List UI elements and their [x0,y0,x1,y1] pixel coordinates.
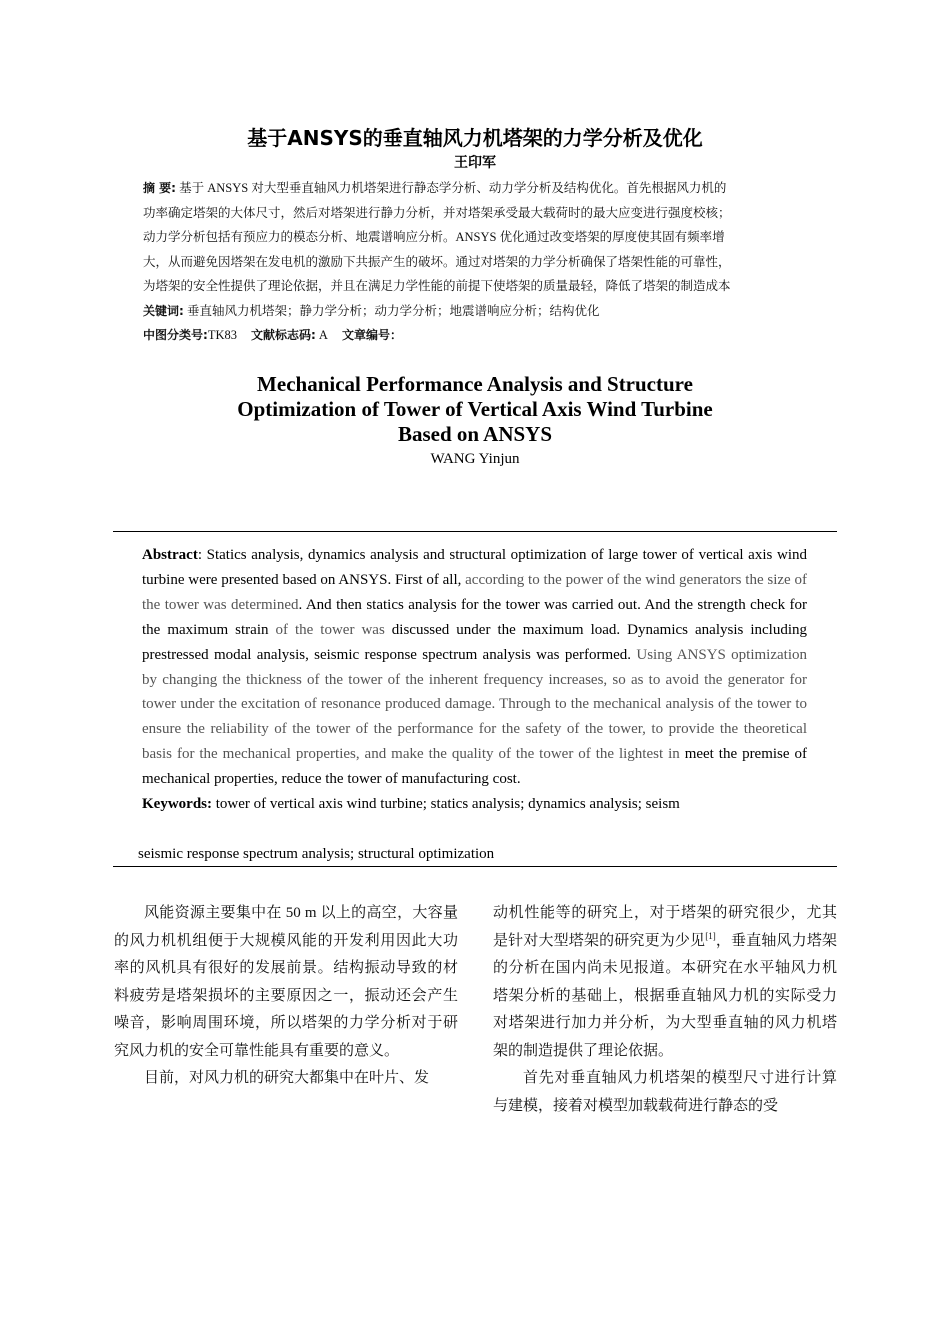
chinese-abstract-text: 基于 ANSYS 对大型垂直轴风力机塔架进行静态学分析、动力学分析及结构优化。首先根据风力机的 [179,181,727,195]
chinese-abstract-line: 为塔架的安全性提供了理论依据，并且在满足力学性能的前提下使塔架的质量最轻，降低了塔架的制造成本 [143,279,731,294]
chinese-abstract-line: 动力学分析包括有预应力的模态分析、地震谱响应分析。ANSYS 优化通过改变塔架的厚度使其固有频率增 [143,230,725,245]
english-keywords-continuation: seismic response spectrum analysis; structural optimization [138,846,495,862]
doc-code-value: A [318,327,328,342]
chinese-keywords [143,299,807,323]
doc-code-label: 文献标志码: [250,327,316,342]
body-text: 动机性能等的研究上，对于塔架的研究很少，尤其是针对大型塔架的研究更为少见 [493,905,837,949]
chinese-keywords-label: 关键词: [143,303,184,318]
body-left-column [114,900,458,1093]
body-paragraph [493,900,837,1065]
abstract-text: according to the power of the wind generators the size of the tower was determined [142,571,807,613]
body-paragraph: 目前，对风力机的研究大都集中在叶片、发 [144,1070,430,1086]
chinese-keywords-text: 垂直轴风力机塔架；静力学分析；动力学分析；地震谱响应分析；结构优化 [186,303,600,318]
abstract-text: of the tower was [275,621,392,638]
classification-line [143,323,807,347]
chinese-author: 王印军 [454,155,496,171]
abstract-top-rule [113,531,837,532]
english-keywords-label: Keywords: [142,796,212,813]
chinese-abstract-line: 功率确定塔架的大体尺寸，然后对塔架进行静力分析，并对塔架承受最大载荷时的最大应变进行强度校核； [143,205,731,220]
chinese-abstract-line [143,176,807,201]
clc-label: 中图分类号: [143,327,208,342]
body-right-column [493,900,837,1120]
chinese-abstract-line: 大，从而避免因塔架在发电机的激励下共振产生的破坏。通过对塔架的力学分析确保了塔架性能的可靠性， [143,254,731,269]
english-keywords [142,792,807,817]
english-keywords-text: tower of vertical axis wind turbine; statics analysis; dynamics analysis; seism [212,796,680,813]
chinese-abstract [143,176,807,347]
article-number-label: 文章编号： [341,327,402,342]
chinese-abstract-label: 摘 要: [143,181,176,195]
english-abstract-label: Abstract [142,547,198,563]
body-paragraph: 风能资源主要集中在 50 m 以上的高空，大容量的风力机机组便于大规模风能的开发利用因此大功率的风机具有很好的发展前景。结构振动导致的材料疲劳是塔架损坏的主要原因之一，振动还会产生噪音，影响周围环境，所以塔架的力学分析对于研究风力机的安全可靠性能具有重要的意义。 [114,905,458,1059]
english-title [150,372,800,447]
abstract-text: discussed under the maximum load. Dynamics analysis including prestressed modal analysis, seismic response spectrum analysis was performed. [142,621,807,663]
english-title-line: Optimization of Tower of Vertical Axis Wind Turbine [237,397,713,421]
abstract-text: Using ANSYS optimization by changing the thickness of the tower of the inherent frequency increases, so as to avoid the generator for tower under the excitation of resonance produced damage. Through to the mechanical analysis of the tower to ensure the reliability of the tower of the performance for the safety of the tower, to provide the theoretical basis for the mechanical properties, and make the quality of the tower of the lightest in [142,646,807,763]
english-abstract-paragraph [142,543,807,792]
english-title-line: Mechanical Performance Analysis and Structure [257,372,693,396]
english-abstract [142,543,807,817]
citation-reference: [1] [705,930,716,941]
abstract-text: : Statics analysis, dynamics analysis and structural optimization of large tower of vertical axis wind turbine were presented based on ANSYS. First of all, [142,547,807,588]
abstract-text: meet the premise of mechanical properties, reduce the tower of manufacturing cost. [142,746,807,788]
abstract-text: . And then statics analysis for the tower was carried out. And the strength check for the maximum strain [142,596,807,638]
english-title-line: Based on ANSYS [397,422,553,446]
clc-value: TK83 [207,327,237,342]
body-paragraph: 首先对垂直轴风力机塔架的模型尺寸进行计算与建模，接着对模型加载载荷进行静态的受 [493,1070,837,1114]
chinese-title: 基于ANSYS的垂直轴风力机塔架的力学分析及优化 [247,126,703,150]
body-text: ，垂直轴风力塔架的分析在国内尚未见报道。本研究在水平轴风力机塔架分析的基础上，根据垂直轴风力机的实际受力对塔架进行加力并分析，为大型垂直轴的风力机塔架的制造提供了理论依据。 [493,932,837,1059]
english-author: WANG Yinjun [430,451,520,467]
abstract-bottom-rule [113,866,837,867]
